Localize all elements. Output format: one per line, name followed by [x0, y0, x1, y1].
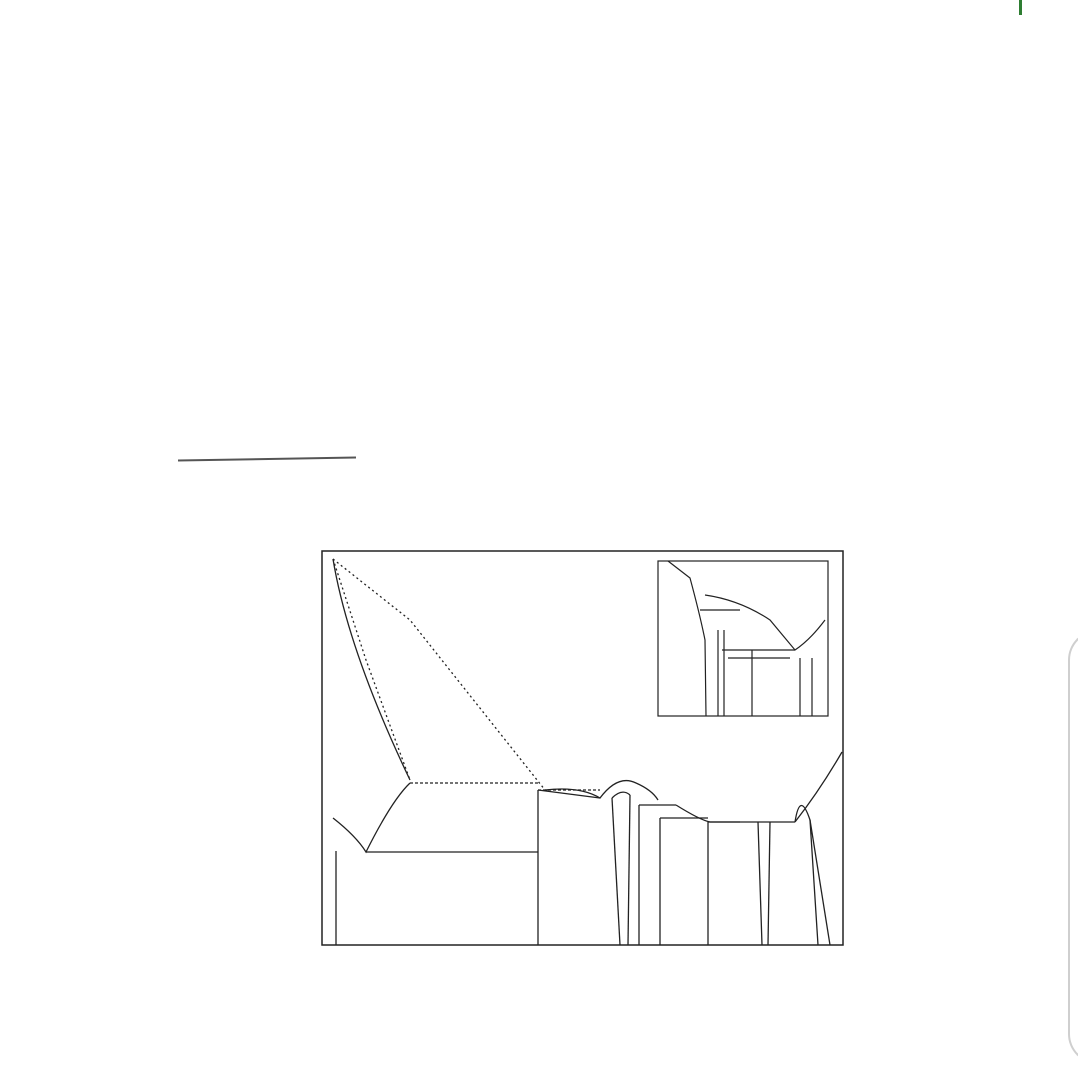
ticu-top	[612, 792, 630, 798]
liquidus-middle	[545, 781, 658, 800]
plot-frame	[322, 551, 843, 945]
cu-solvus	[795, 805, 818, 945]
beta-ticu4-right	[768, 822, 770, 945]
cu-liquidus	[795, 752, 842, 822]
inset-diagram	[658, 561, 828, 716]
cu-solidus	[810, 820, 830, 945]
beta-ticu4-left	[758, 822, 762, 945]
beta-ti-boundary	[333, 783, 410, 852]
beta-ti-solidus	[333, 559, 410, 780]
ticu-left	[612, 798, 620, 945]
liquidus-mid-right	[676, 805, 740, 822]
inset-liquidus-left	[668, 561, 706, 716]
inset-liquidus-right	[705, 595, 825, 650]
inset-frame	[658, 561, 828, 716]
ticu-right	[628, 795, 630, 945]
beta-ti-solidus-dashed	[333, 559, 410, 780]
